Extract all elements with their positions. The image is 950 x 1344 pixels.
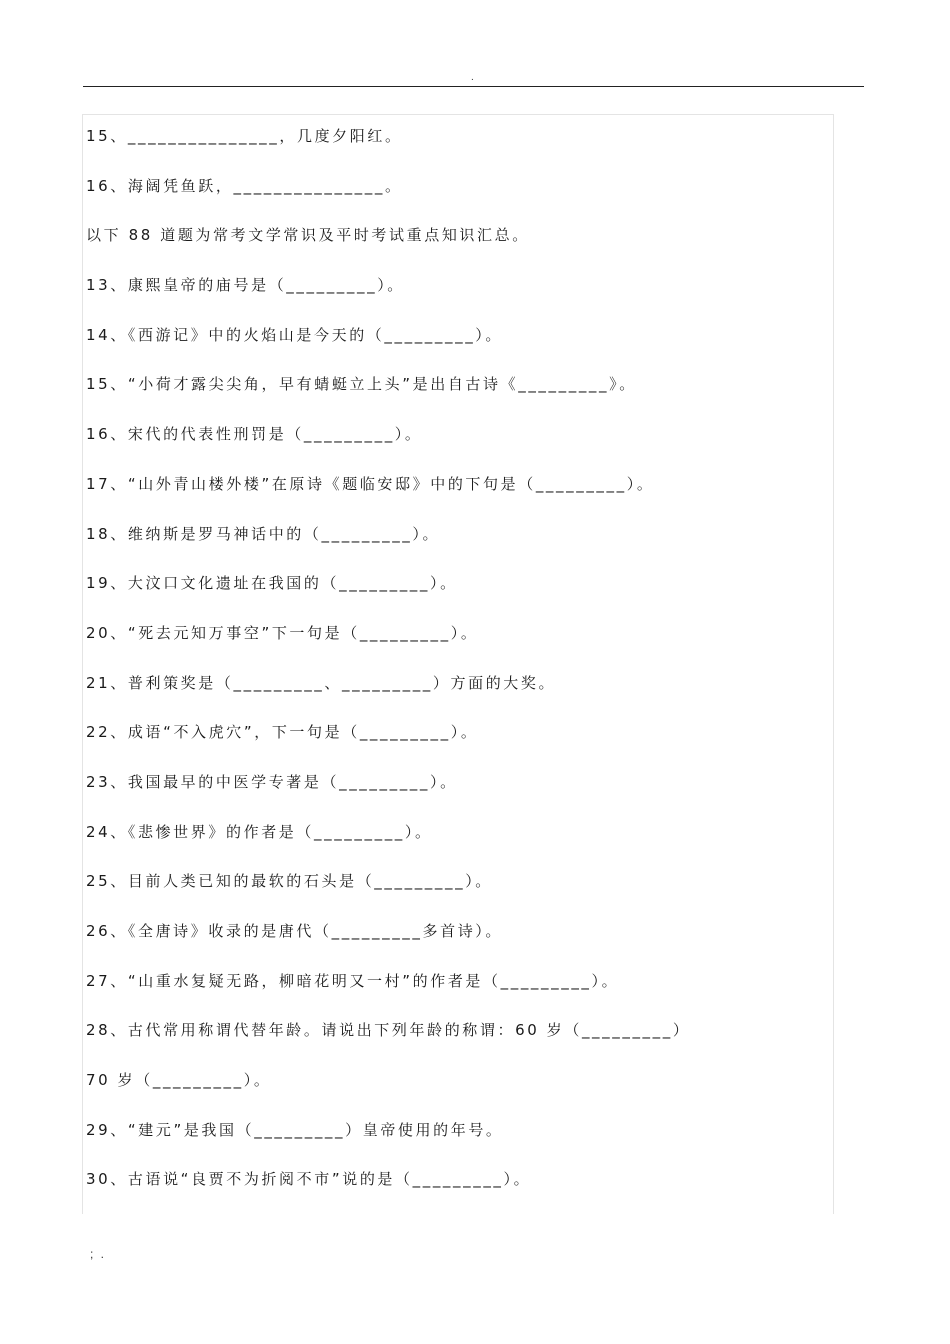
question-line: 22、成语“不入虎穴”，下一句是（_________）。: [86, 723, 479, 742]
question-line: 14、《西游记》中的火焰山是今天的（_________）。: [86, 325, 503, 344]
question-line: 29、“建元”是我国（_________）皇帝使用的年号。: [86, 1120, 504, 1139]
header-mark: .: [471, 72, 474, 83]
question-line: 13、康熙皇帝的庙号是（_________）。: [86, 276, 405, 295]
question-line: 21、普利策奖是（_________、_________）方面的大奖。: [86, 673, 557, 692]
question-line: 16、海阔凭鱼跃，_______________。: [86, 176, 403, 195]
question-line: 30、古语说“良贾不为折阅不市”说的是（_________）。: [86, 1170, 532, 1189]
question-line: 27、“山重水复疑无路，柳暗花明又一村”的作者是（_________）。: [86, 971, 620, 990]
header-rule: [83, 86, 864, 87]
question-line: 17、“山外青山楼外楼”在原诗《题临安邸》中的下句是（_________）。: [86, 474, 655, 493]
question-line: 19、大汶口文化遗址在我国的（_________）。: [86, 574, 458, 593]
intro-line: 以下 88 道题为常考文学常识及平时考试重点知识汇总。: [86, 226, 530, 245]
question-line: 15、“小荷才露尖尖角，早有蜻蜓立上头”是出自古诗《_________》。: [86, 375, 637, 394]
question-list: [86, 122, 826, 1215]
question-line: 15、_______________，几度夕阳红。: [86, 127, 403, 145]
question-line: 26、《全唐诗》收录的是唐代（_________多首诗）。: [86, 922, 503, 940]
question-line: 23、我国最早的中医学专著是（_________）。: [86, 772, 458, 791]
question-line: 20、“死去元知万事空”下一句是（_________）。: [86, 623, 479, 642]
question-line: 25、目前人类已知的最软的石头是（_________）。: [86, 872, 493, 891]
footer-mark: ; .: [90, 1247, 107, 1261]
question-line: 16、宋代的代表性刑罚是（_________）。: [86, 425, 423, 444]
question-line: 18、维纳斯是罗马神话中的（_________）。: [86, 524, 441, 543]
question-line: 28、古代常用称谓代替年龄。请说出下列年龄的称谓：60 岁（_________）: [86, 1021, 691, 1040]
question-line-continued: 70 岁（_________）。: [86, 1071, 272, 1090]
question-line: 24、《悲惨世界》的作者是（_________）。: [86, 822, 433, 841]
